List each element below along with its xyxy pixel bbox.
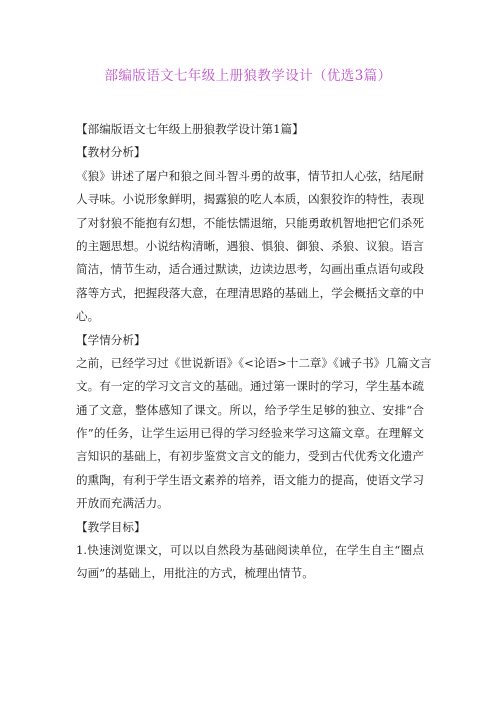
subsection-heading-textbook-analysis: 【教材分析】 (76, 145, 146, 160)
paragraph-line: 《狼》讲述了屠户和狼之间斗智斗勇的故事，情节扣人心弦，结尾耐 (76, 168, 424, 183)
paragraph-line: 1.快速浏览课文，可以以自然段为基础阅读单位，在学生自主“圈点 (76, 543, 424, 558)
paragraph-line: 作”的任务，让学生运用已得的学习经验来学习这篇文章。在理解文 (76, 426, 424, 441)
paragraph-line: 人寻味。小说形象鲜明，揭露狼的吃人本质，凶狠狡诈的特性，表现 (76, 192, 424, 207)
paragraph-line: 之前，已经学习过《世说新语》《<论语>十二章》《诫子书》几篇文言 (76, 355, 432, 370)
document-body (76, 118, 432, 586)
paragraph-line: 心。 (76, 309, 100, 324)
document-title: 部编版语文七年级上册狼教学设计（优选3篇） (104, 68, 392, 84)
paragraph-line: 的主题思想。小说结构清晰，遇狼、惧狼、御狼、杀狼、议狼。语言 (76, 238, 424, 253)
paragraph-line: 了对豺狼不能抱有幻想，不能怯懦退缩，只能勇敢机智地把它们杀死 (76, 215, 424, 230)
paragraph-line: 勾画”的基础上，用批注的方式，梳理出情节。 (76, 566, 314, 581)
section-heading: 【部编版语文七年级上册狼教学设计第1篇】 (76, 122, 304, 136)
paragraph-line: 简洁，情节生动，适合通过默读，边读边思考，勾画出重点语句或段 (76, 262, 424, 277)
paragraph-line: 开放而充满活力。 (76, 496, 169, 511)
subsection-heading-student-analysis: 【学情分析】 (76, 332, 146, 347)
paragraph-line: 的熏陶，有利于学生语文素养的培养，语文能力的提高，使语文学习 (76, 472, 424, 487)
paragraph-line: 言知识的基础上，有初步鉴赏文言文的能力，受到古代优秀文化遗产 (76, 449, 424, 464)
paragraph-line: 文。有一定的学习文言文的基础。通过第一课时的学习，学生基本疏 (76, 379, 424, 394)
paragraph-line: 通了文意，整体感知了课文。所以，给予学生足够的独立、安排“合 (76, 402, 424, 417)
subsection-heading-teaching-goals: 【教学目标】 (76, 519, 146, 534)
paragraph-line: 落等方式，把握段落大意，在理清思路的基础上，学会概括文章的中 (76, 285, 424, 300)
